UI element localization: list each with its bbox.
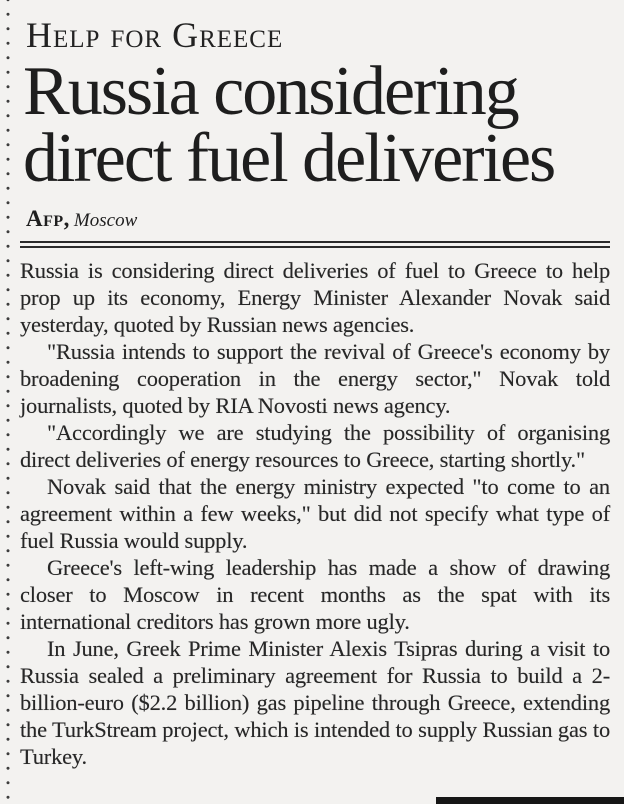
article-body [20, 257, 610, 770]
article-paragraph: In June, Greek Prime Minister Alexis Tsipras during a visit to Russia sealed a preliminary agreement for Russia to build a 2-billion-euro ($2.2 billion) gas pipeline through Greece, extending the TurkStream project, which is intended to supply Russian gas to Turkey. [20, 636, 610, 769]
newspaper-clipping [20, 14, 610, 770]
byline [26, 206, 610, 234]
article-headline: Russia considering direct fuel deliveries [23, 53, 555, 197]
section-kicker: Help for Greece [26, 15, 284, 55]
byline-agency: Afp, [26, 206, 70, 231]
perforation-dots [3, 0, 11, 804]
byline-location: Moscow [73, 210, 138, 231]
article-paragraph: Novak said that the energy ministry expected "to come to an agreement within a few weeks," but did not specify what type of fuel Russia would supply. [20, 474, 610, 553]
article-paragraph: Greece's left-wing leadership has made a show of drawing closer to Moscow in recent months as the spat with its international creditors has grown more ugly. [20, 555, 610, 634]
scan-artifact-bar [436, 797, 624, 804]
byline-divider-rule [20, 241, 610, 248]
article-paragraph: "Russia intends to support the revival of Greece's economy by broadening cooperation in the energy sector," Novak told journalists, quoted by RIA Novosti news agency. [20, 339, 610, 418]
article-paragraph: "Accordingly we are studying the possibility of organising direct deliveries of energy resources to Greece, starting shortly." [20, 420, 610, 472]
article-paragraph: Russia is considering direct deliveries of fuel to Greece to help prop up its economy, Energy Minister Alexander Novak said yesterday, quoted by Russian news agencies. [20, 258, 610, 337]
